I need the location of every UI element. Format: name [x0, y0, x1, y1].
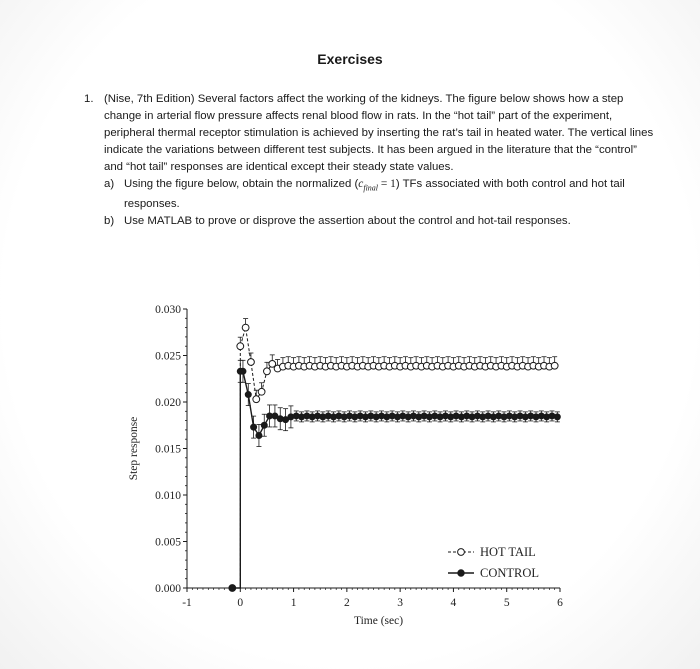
- control-point: [554, 414, 560, 420]
- x-tick-label: 4: [450, 597, 457, 609]
- problem-number: 1.: [84, 93, 94, 105]
- page-title: Exercises: [317, 51, 383, 67]
- part-a-label: a): [104, 178, 115, 190]
- legend-hot-tail-label: HOT TAIL: [480, 545, 536, 559]
- control-point: [240, 368, 246, 374]
- error-bars: [238, 319, 560, 447]
- formula-subscript: final: [363, 183, 379, 193]
- x-axis-label: Time (sec): [353, 615, 404, 627]
- x-tick-label: 1: [290, 597, 297, 609]
- control-point: [261, 422, 267, 428]
- y-tick-label: 0.010: [155, 490, 181, 502]
- hot-tail-point: [258, 388, 265, 395]
- x-tick-label: 3: [397, 597, 404, 609]
- hot-tail-point: [253, 396, 260, 403]
- formula-symbol: c: [358, 178, 364, 190]
- hot-tail-point: [248, 359, 255, 366]
- y-axis-label: Step response: [128, 416, 140, 481]
- part-a-post: ) TFs associated with both control and hot tail responses.: [124, 178, 625, 211]
- formula-rest: = 1: [378, 178, 396, 190]
- y-tick-label: 0.030: [155, 304, 181, 316]
- control-point: [245, 392, 251, 398]
- legend-control-marker: [458, 570, 464, 576]
- part-b-text: Use MATLAB to prove or disprove the assertion about the control and hot-tail responses.: [124, 215, 571, 228]
- y-tick-label: 0.015: [155, 443, 181, 456]
- x-tick-label: 0: [237, 597, 244, 609]
- control-point: [229, 585, 235, 591]
- legend-control-label: CONTROL: [480, 566, 540, 580]
- x-tick-label: 6: [557, 597, 563, 609]
- x-tick-label: 2: [343, 597, 350, 609]
- hot-tail-point: [551, 362, 558, 369]
- hot-tail-point: [264, 368, 271, 375]
- chart-legend: [448, 545, 539, 580]
- hot-tail-point: [237, 343, 244, 350]
- y-tick-label: 0.020: [155, 397, 181, 409]
- problem-intro: (Nise, 7th Edition) Several factors affect the working of the kidneys. The figure below shows how a step change in arterial flow pressure affects renal blood flow in rats. In the “hot tail” part of the experiment, peripheral thermal receptor stimulation is achieved by inserting the rat’s tail in heated water. The vertical lines indicate the variations between different test subjects. It has been argued in the literature that the “control” and “hot tail” responses are identical except their steady state values.: [104, 93, 654, 173]
- legend-hot-tail-marker: [458, 549, 465, 556]
- hot-tail-point: [242, 324, 249, 331]
- part-a-pre: Using the figure below, obtain the normalized (: [124, 178, 359, 190]
- x-tick-label: -1: [182, 597, 192, 609]
- y-tick-label: 0.025: [155, 350, 181, 363]
- y-tick-label: 0.005: [155, 536, 181, 549]
- control-point: [251, 424, 257, 430]
- y-tick-label: 0.000: [155, 583, 181, 595]
- x-tick-label: 5: [503, 597, 510, 609]
- part-b-label: b): [104, 215, 115, 228]
- control-point: [256, 432, 262, 438]
